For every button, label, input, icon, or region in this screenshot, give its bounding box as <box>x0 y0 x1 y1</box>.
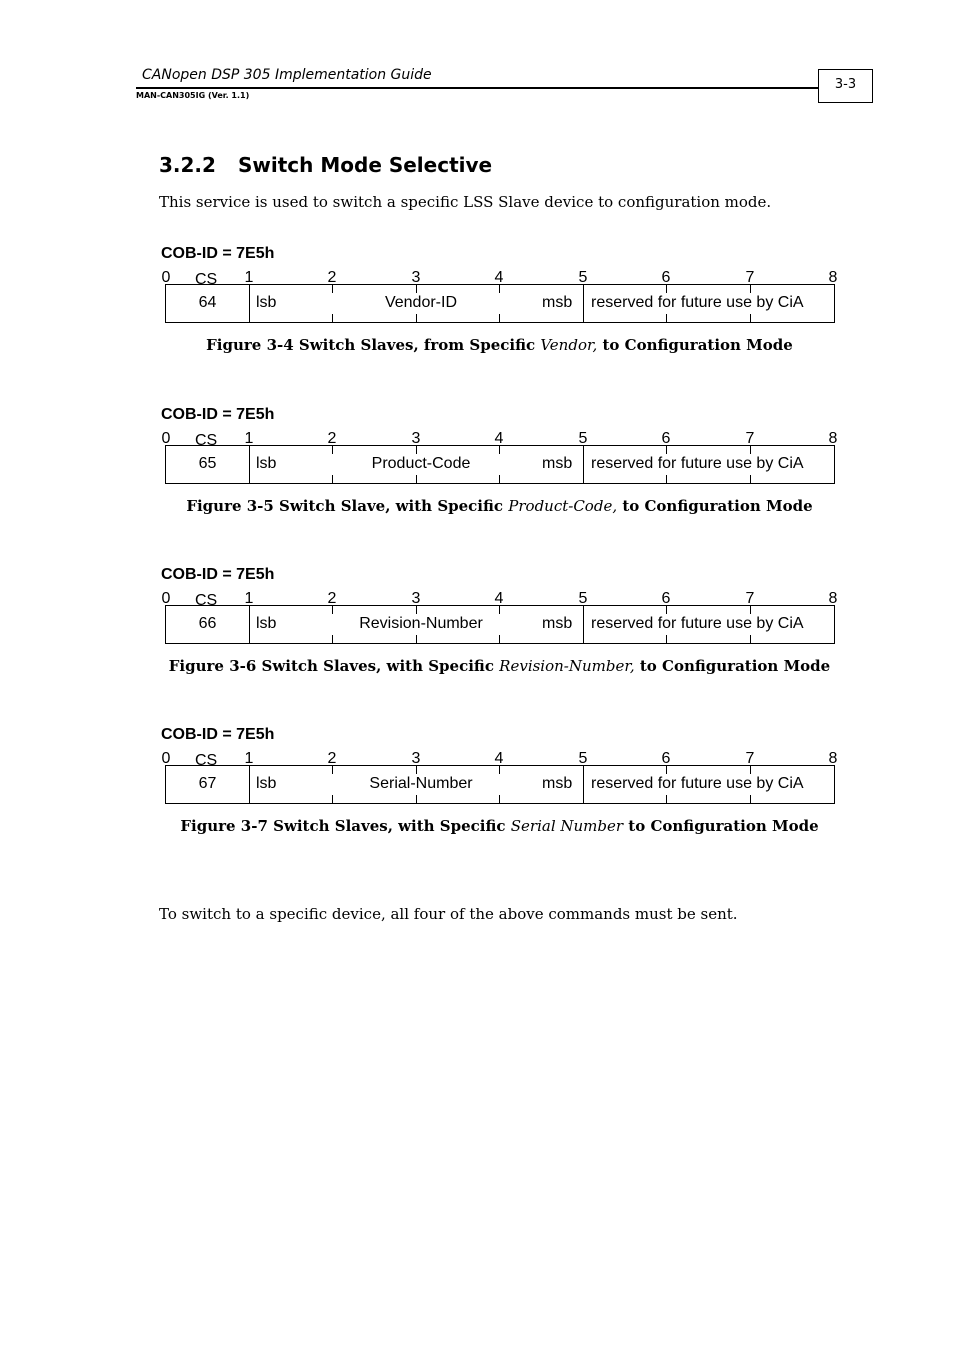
cs-value: 67 <box>198 775 217 792</box>
byte-label-1: 1 <box>244 750 254 767</box>
field-name: Serial-Number <box>369 775 473 792</box>
document-title: CANopen DSP 305 Implementation Guide <box>142 67 432 83</box>
reserved-divider <box>583 285 584 322</box>
lss-message-frame-1 <box>160 245 850 357</box>
reserved-label: reserved for future use by CiA <box>591 615 804 632</box>
byte-tick <box>499 446 500 454</box>
byte-tick <box>750 314 751 322</box>
byte-label-7: 7 <box>745 269 755 286</box>
byte-tick <box>666 314 667 322</box>
byte-tick <box>666 766 667 774</box>
field-name: Product-Code <box>371 455 471 472</box>
caption-emphasis: Revision-Number, <box>499 657 635 675</box>
byte-label-5: 5 <box>578 430 588 447</box>
caption-text: Figure 3-5 Switch Slave, with Specific <box>186 497 509 515</box>
reserved-label: reserved for future use by CiA <box>591 455 804 472</box>
byte-tick <box>332 285 333 293</box>
byte-label-0: 0 <box>161 750 171 767</box>
byte-tick <box>499 635 500 643</box>
cs-value: 64 <box>198 294 217 311</box>
lsb-label: lsb <box>256 455 277 472</box>
reserved-label: reserved for future use by CiA <box>591 294 804 311</box>
cs-value: 65 <box>198 455 217 472</box>
caption-emphasis: Product-Code, <box>508 497 618 515</box>
caption-suffix: to Configuration Mode <box>623 817 819 835</box>
message-bytes-box <box>165 765 835 804</box>
byte-label-7: 7 <box>745 430 755 447</box>
byte-tick <box>416 446 417 454</box>
reserved-divider <box>583 766 584 803</box>
figure-caption <box>160 336 839 354</box>
byte-label-8: 8 <box>828 269 838 286</box>
cob-id-label: COB-ID = 7E5h <box>161 726 275 743</box>
byte-label-8: 8 <box>828 750 838 767</box>
field-name: Vendor-ID <box>384 294 458 311</box>
intro-paragraph: This service is used to switch a specific LSS Slave device to configuration mode. <box>159 193 772 211</box>
byte-label-8: 8 <box>828 590 838 607</box>
byte-tick <box>499 314 500 322</box>
byte-label-4: 4 <box>494 590 504 607</box>
cs-value: 66 <box>198 615 217 632</box>
byte-tick <box>499 285 500 293</box>
byte-label-4: 4 <box>494 269 504 286</box>
byte-tick <box>499 766 500 774</box>
byte-tick <box>416 766 417 774</box>
msb-label: msb <box>542 615 573 632</box>
byte-label-6: 6 <box>661 590 671 607</box>
byte-tick <box>750 795 751 803</box>
message-bytes-box <box>165 284 835 323</box>
byte-label-4: 4 <box>494 430 504 447</box>
cs-label: CS <box>195 592 218 609</box>
cs-label: CS <box>195 752 218 769</box>
figure-caption <box>160 817 839 835</box>
cs-divider <box>249 446 250 483</box>
cs-divider <box>249 285 250 322</box>
caption-emphasis: Vendor, <box>540 336 598 354</box>
figure-caption <box>160 657 839 675</box>
byte-label-3: 3 <box>411 750 421 767</box>
caption-suffix: to Configuration Mode <box>634 657 831 675</box>
reserved-label: reserved for future use by CiA <box>591 775 804 792</box>
byte-tick <box>416 606 417 614</box>
cs-label: CS <box>195 432 218 449</box>
byte-label-2: 2 <box>327 590 337 607</box>
caption-text: Figure 3-7 Switch Slaves, with Specific <box>180 817 511 835</box>
byte-tick <box>499 795 500 803</box>
reserved-divider <box>583 446 584 483</box>
caption-suffix: to Configuration Mode <box>617 497 813 515</box>
document-id: MAN-CAN305IG (Ver. 1.1) <box>136 91 250 100</box>
byte-tick <box>416 795 417 803</box>
header-rule <box>136 87 819 89</box>
byte-tick <box>750 446 751 454</box>
byte-label-0: 0 <box>161 590 171 607</box>
byte-tick <box>750 635 751 643</box>
byte-label-1: 1 <box>244 430 254 447</box>
byte-label-7: 7 <box>745 750 755 767</box>
byte-tick <box>499 606 500 614</box>
byte-label-5: 5 <box>578 750 588 767</box>
byte-tick <box>666 606 667 614</box>
msb-label: msb <box>542 775 573 792</box>
msb-label: msb <box>542 294 573 311</box>
byte-tick <box>332 446 333 454</box>
byte-label-2: 2 <box>327 750 337 767</box>
byte-label-6: 6 <box>661 750 671 767</box>
closing-paragraph: To switch to a specific device, all four of the above commands must be sent. <box>159 905 738 923</box>
field-name: Revision-Number <box>359 615 483 632</box>
byte-label-5: 5 <box>578 590 588 607</box>
byte-tick <box>416 314 417 322</box>
byte-tick <box>750 475 751 483</box>
cob-id-label: COB-ID = 7E5h <box>161 245 275 262</box>
byte-tick <box>332 475 333 483</box>
byte-tick <box>666 635 667 643</box>
byte-label-3: 3 <box>411 269 421 286</box>
byte-label-3: 3 <box>411 430 421 447</box>
reserved-divider <box>583 606 584 643</box>
cs-divider <box>249 606 250 643</box>
caption-text: Figure 3-6 Switch Slaves, with Specific <box>168 657 500 675</box>
byte-label-1: 1 <box>244 590 254 607</box>
byte-label-7: 7 <box>745 590 755 607</box>
byte-tick <box>666 795 667 803</box>
byte-tick <box>332 606 333 614</box>
section-number: 3.2.2 <box>159 153 216 177</box>
section-heading <box>159 153 492 177</box>
byte-label-0: 0 <box>161 269 171 286</box>
section-title: Switch Mode Selective <box>238 153 493 177</box>
page-number: 3-3 <box>818 69 873 103</box>
caption-suffix: to Configuration Mode <box>597 336 793 354</box>
lsb-label: lsb <box>256 294 277 311</box>
caption-text: Figure 3-4 Switch Slaves, from Specific <box>206 336 541 354</box>
byte-tick <box>332 766 333 774</box>
byte-label-6: 6 <box>661 269 671 286</box>
byte-label-3: 3 <box>411 590 421 607</box>
figure-caption <box>160 497 839 515</box>
lss-message-frame-4 <box>160 726 850 838</box>
byte-tick <box>750 285 751 293</box>
lss-message-frame-3 <box>160 566 850 678</box>
byte-label-6: 6 <box>661 430 671 447</box>
byte-tick <box>416 635 417 643</box>
byte-label-4: 4 <box>494 750 504 767</box>
byte-label-2: 2 <box>327 430 337 447</box>
byte-label-0: 0 <box>161 430 171 447</box>
byte-tick <box>332 635 333 643</box>
byte-label-1: 1 <box>244 269 254 286</box>
lsb-label: lsb <box>256 775 277 792</box>
byte-tick <box>332 795 333 803</box>
byte-label-2: 2 <box>327 269 337 286</box>
lsb-label: lsb <box>256 615 277 632</box>
byte-tick <box>332 314 333 322</box>
cob-id-label: COB-ID = 7E5h <box>161 406 275 423</box>
caption-emphasis: Serial Number <box>510 817 624 835</box>
byte-tick <box>750 606 751 614</box>
byte-label-5: 5 <box>578 269 588 286</box>
byte-tick <box>666 475 667 483</box>
lss-message-frame-2 <box>160 406 850 518</box>
byte-tick <box>750 766 751 774</box>
byte-tick <box>666 285 667 293</box>
message-bytes-box <box>165 445 835 484</box>
message-bytes-box <box>165 605 835 644</box>
byte-label-8: 8 <box>828 430 838 447</box>
byte-tick <box>416 285 417 293</box>
cs-divider <box>249 766 250 803</box>
byte-tick <box>416 475 417 483</box>
cob-id-label: COB-ID = 7E5h <box>161 566 275 583</box>
byte-tick <box>499 475 500 483</box>
msb-label: msb <box>542 455 573 472</box>
byte-tick <box>666 446 667 454</box>
cs-label: CS <box>195 271 218 288</box>
